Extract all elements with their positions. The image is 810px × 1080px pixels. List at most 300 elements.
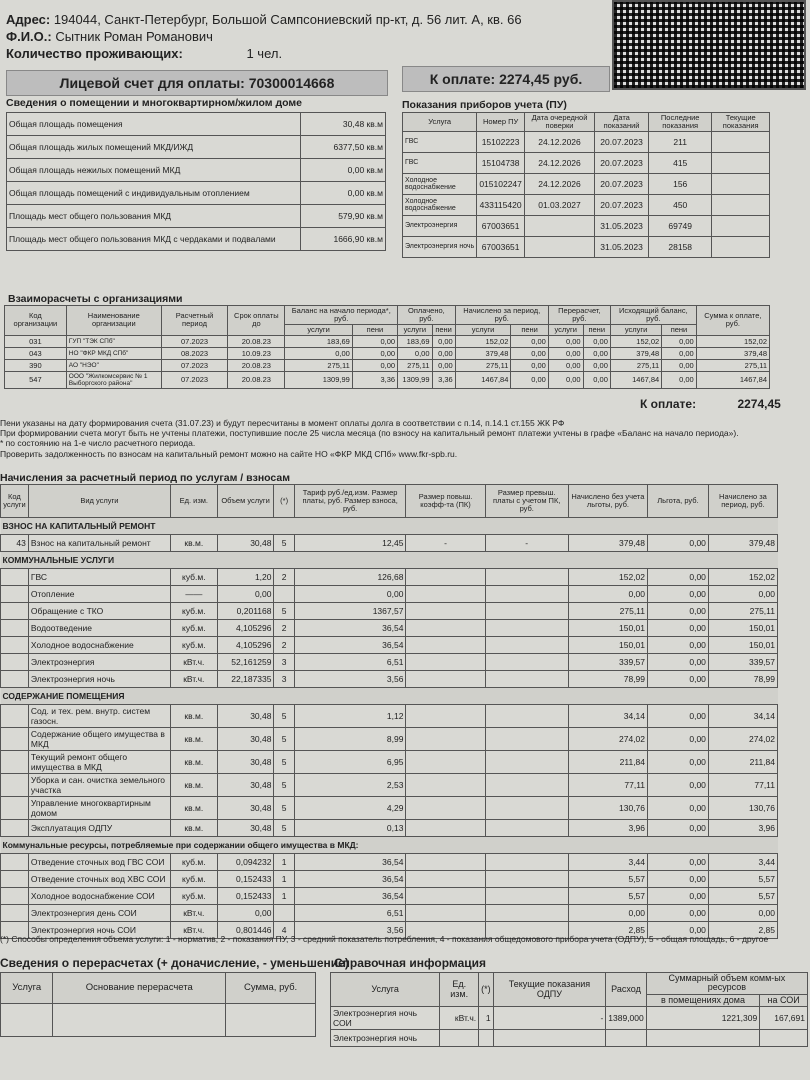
address-value: 194044, Санкт-Петербург, Большой Сампсониевский пр-кт, д. 56 лит. А, кв. 66 [53,12,522,27]
charges-cell: Содержание общего имущества в МКД [28,728,170,751]
charges-cell: 339,57 [708,654,777,671]
charges-cell [485,569,568,586]
charges-cell: 275,11 [708,603,777,620]
charges-cell: 0,00 [648,728,709,751]
settle-header: Срок оплаты до [228,306,285,336]
settle-cell: 0,00 [548,371,583,388]
charges-cell: Обращение с ТКО [28,603,170,620]
settle-cell: 0,00 [662,335,696,347]
charges-cell: 0,152433 [217,871,274,888]
charges-cell: 12,45 [294,535,406,552]
charges-cell: 22,187335 [217,671,274,688]
charges-cell: Отопление [28,586,170,603]
charges-cell [485,705,568,728]
settle-cell: 07.2023 [161,359,227,371]
charges-cell: 30,48 [217,728,274,751]
charges-cell: 0,00 [708,586,777,603]
ref-cell: 1 [479,1007,494,1030]
charges-cell [1,637,29,654]
charges-cell [485,854,568,871]
charges-cell: Взнос на капитальный ремонт [28,535,170,552]
charges-cell: 130,76 [568,797,647,820]
charges-cell: 126,68 [294,569,406,586]
charges-cell: куб.м. [170,603,217,620]
charges-cell [485,820,568,837]
charges-cell: 4 [274,922,294,939]
charges-header: Размер повыш. коэфф-та (ПК) [406,485,485,518]
charges-cell [406,751,485,774]
charges-cell: куб.м. [170,888,217,905]
settlements-total-value: 2274,45 [737,397,781,411]
meters-cell: 69749 [648,215,711,236]
meters-cell [712,236,770,257]
pay-band [402,66,610,92]
account-label: Лицевой счет для оплаты: [59,75,245,91]
charges-cell: 43 [1,535,29,552]
fio-line [6,29,213,44]
charges-cell [274,905,294,922]
settle-cell: 3,36 [432,371,455,388]
charges-row [1,603,778,620]
charges-cell [1,586,29,603]
settle-row [5,335,770,347]
charges-cell [406,705,485,728]
premises-row [7,182,386,205]
settle-header: Начислено за период, руб. [455,306,548,325]
charges-cell [1,728,29,751]
settle-subheader: услуги [455,324,511,335]
charges-cell: 36,54 [294,637,406,654]
meters-cell: 31.05.2023 [595,215,649,236]
ref-cell [440,1030,479,1047]
settle-cell: 0,00 [432,359,455,371]
charges-header: Объем услуги [217,485,274,518]
charges-cell: 3 [274,654,294,671]
charges-cell [485,797,568,820]
charges-cell: 3 [274,671,294,688]
meters-cell: 15104738 [477,152,525,173]
charges-row [1,871,778,888]
charges-cell: 150,01 [568,620,647,637]
meters-cell: 15102223 [477,131,525,152]
ref-cell: - [493,1007,606,1030]
charges-cell [1,888,29,905]
meters-cell: 67003651 [477,236,525,257]
charges-section-row [1,552,778,569]
settle-cell: 379,48 [696,347,769,359]
charges-section-title: КОММУНАЛЬНЫЕ УСЛУГИ [1,552,778,569]
premises-label: Общая площадь помещения [7,113,301,136]
charges-cell: 36,54 [294,854,406,871]
meters-cell: 01.03.2027 [524,194,594,215]
charges-section-title: ВЗНОС НА КАПИТАЛЬНЫЙ РЕМОНТ [1,518,778,535]
settle-row [5,371,770,388]
charges-cell: 150,01 [708,637,777,654]
settle-cell: 0,00 [662,347,696,359]
charges-cell: 52,161259 [217,654,274,671]
charges-section-row [1,837,778,854]
settle-cell: 0,00 [352,347,397,359]
charges-cell [1,603,29,620]
charges-cell: кв.м. [170,751,217,774]
charges-header: Ед. изм. [170,485,217,518]
charges-cell [406,569,485,586]
meters-row [403,236,770,257]
charges-cell [1,797,29,820]
charges-cell: 5 [274,728,294,751]
charges-cell: 5,57 [568,871,647,888]
settle-subheader: услуги [398,324,432,335]
settle-cell: 0,00 [548,335,583,347]
charges-row [1,774,778,797]
account-number: 70300014668 [248,75,335,91]
charges-cell [1,905,29,922]
charges-cell: 0,00 [648,569,709,586]
charges-cell: - [406,535,485,552]
charges-cell: 0,00 [568,586,647,603]
charges-cell: 34,14 [568,705,647,728]
settle-cell: 08.2023 [161,347,227,359]
recalc-header: Услуга [1,973,53,1004]
charges-cell [485,905,568,922]
charges-cell: 8,99 [294,728,406,751]
charges-header: Тариф руб./ед.изм. Размер платы, руб. Размер взноса, руб. [294,485,406,518]
charges-cell: ГВС [28,569,170,586]
settle-header: Баланс на начало периода*, руб. [285,306,398,325]
charges-cell: 150,01 [568,637,647,654]
charges-row [1,654,778,671]
residents-label: Количество проживающих: [6,46,183,61]
charges-cell [1,751,29,774]
ref-header: Услуга [331,973,440,1007]
charges-cell: 36,54 [294,620,406,637]
charges-cell: куб.м. [170,854,217,871]
charges-row [1,535,778,552]
charges-section-title: СОДЕРЖАНИЕ ПОМЕЩЕНИЯ [1,688,778,705]
ref-header: (*) [479,973,494,1007]
charges-cell: 78,99 [708,671,777,688]
charges-cell: 0,00 [648,637,709,654]
settle-cell: 152,02 [610,335,661,347]
settle-subheader: услуги [285,324,352,335]
charges-cell: 30,48 [217,705,274,728]
charges-cell: 0,00 [217,905,274,922]
settle-cell: 0,00 [583,335,610,347]
meters-cell: 015102247 [477,173,525,194]
ref-cell: 167,691 [760,1007,808,1030]
charges-cell: 3,56 [294,671,406,688]
recalc-title: Сведения о перерасчетах (+ доначисление, - уменьшение) [0,956,349,970]
settle-subheader: услуги [548,324,583,335]
charges-cell [1,671,29,688]
settle-cell: 1467,84 [696,371,769,388]
charges-cell: 152,02 [568,569,647,586]
settle-cell: 275,11 [610,359,661,371]
premises-label: Общая площадь нежилых помещений МКД [7,159,301,182]
charges-cell: кВт.ч. [170,671,217,688]
charges-cell: 4,29 [294,797,406,820]
charges-cell: 5,57 [708,871,777,888]
meters-row [403,152,770,173]
charges-cell: Отведение сточных вод ГВС СОИ [28,854,170,871]
charges-cell: 275,11 [568,603,647,620]
note-line: Пени указаны на дату формирования счета (31.07.23) и будут пересчитаны в момент оплаты долга в соответствии с п.14, п.14.1 ст.155 ЖК РФ [0,418,565,428]
meters-cell: Электроэнергия ночь [403,236,477,257]
settle-cell: 1467,84 [610,371,661,388]
settle-cell: 0,00 [285,347,352,359]
charges-cell: Водоотведение [28,620,170,637]
ref-subheader: в помещениях дома [646,994,759,1006]
settle-cell: 0,00 [398,347,432,359]
charges-cell [406,774,485,797]
charges-cell: 0,152433 [217,888,274,905]
charges-cell: 36,54 [294,871,406,888]
charges-cell: 5 [274,535,294,552]
charges-cell: 1 [274,871,294,888]
meters-cell: 28158 [648,236,711,257]
charges-cell: 0,00 [648,905,709,922]
premises-value: 6377,50 кв.м [301,136,386,159]
settle-subheader: пени [432,324,455,335]
charges-cell [406,603,485,620]
charges-row [1,637,778,654]
meters-cell [524,215,594,236]
settle-header: Сумма к оплате, руб. [696,306,769,336]
ref-header: Расход [606,973,646,1007]
charges-row [1,905,778,922]
charges-row [1,820,778,837]
charges-table [0,484,778,939]
charges-cell: 0,00 [648,654,709,671]
meters-header: Дата очередной поверки [524,113,594,132]
meters-row [403,215,770,236]
charges-cell: кВт.ч. [170,922,217,939]
premises-label: Площадь мест общего пользования МКД с чердаками и подвалами [7,228,301,251]
charges-cell: 5 [274,797,294,820]
premises-row [7,136,386,159]
settle-cell: 10.09.23 [228,347,285,359]
pay-label: К оплате: [429,71,496,87]
settle-subheader: пени [352,324,397,335]
meters-cell [524,236,594,257]
charges-cell: 36,54 [294,888,406,905]
settle-cell: 0,00 [548,347,583,359]
charges-cell [406,871,485,888]
charges-cell: 3,56 [294,922,406,939]
charges-cell: Электроэнергия ночь [28,671,170,688]
settle-cell: 390 [5,359,67,371]
ref-header-row [331,973,808,995]
settle-header: Наименование организации [66,306,161,336]
charges-cell: 30,48 [217,535,274,552]
settle-header: Исходящий баланс, руб. [610,306,696,325]
charges-cell [485,671,568,688]
charges-cell [485,620,568,637]
charges-cell [485,871,568,888]
settle-cell: 1309,99 [285,371,352,388]
settle-cell: 20.08.23 [228,371,285,388]
charges-section-row [1,518,778,535]
meters-cell: 156 [648,173,711,194]
charges-cell: 0,00 [568,905,647,922]
reference-table [330,972,808,1047]
premises-value: 0,00 кв.м [301,182,386,205]
premises-label: Площадь мест общего пользования МКД [7,205,301,228]
charges-cell: 5 [274,705,294,728]
charges-cell: 0,00 [708,905,777,922]
premises-row [7,159,386,182]
settlements-table [4,305,770,389]
charges-cell: 30,48 [217,751,274,774]
charges-row [1,797,778,820]
note-line: Проверить задолженность по взносам на капитальный ремонт можно на сайте НО «ФКР МКД СПб» www.fkr-spb.ru. [0,448,458,459]
meters-cell [712,131,770,152]
charges-cell: 1 [274,888,294,905]
settle-cell: 20.08.23 [228,359,285,371]
charges-cell: Управление многоквартирным домом [28,797,170,820]
meters-cell: 67003651 [477,215,525,236]
settle-cell: ООО "Жилкомсервис № 1 Выборгского района" [66,371,161,388]
settlements-total [640,397,781,411]
charges-cell: 2 [274,637,294,654]
charges-cell: 0,00 [648,871,709,888]
settle-cell: 183,69 [285,335,352,347]
meters-cell: 20.07.2023 [595,173,649,194]
ref-cell: Электроэнергия ночь [331,1030,440,1047]
charges-title: Начисления за расчетный период по услугам / взносам [0,472,291,484]
settle-cell: 0,00 [583,359,610,371]
charges-cell [406,654,485,671]
charges-cell: 211,84 [568,751,647,774]
charges-header: Размер превыш. платы с учетом ПК, руб. [485,485,568,518]
settlements-total-label: К оплате: [640,397,697,411]
settle-cell: 0,00 [432,335,455,347]
charges-cell: 5 [274,751,294,774]
charges-cell: кв.м. [170,797,217,820]
settle-header: Оплачено, руб. [398,306,456,325]
charges-header: Вид услуги [28,485,170,518]
ref-cell: 1389,000 [606,1007,646,1030]
ref-header: Суммарный объем комм-ых ресурсов [646,973,807,995]
charges-cell: кв.м. [170,728,217,751]
settlements-title: Взаиморасчеты с организациями [8,293,183,305]
charges-cell: 0,00 [217,586,274,603]
charges-cell: 77,11 [568,774,647,797]
meters-table [402,112,770,258]
charges-row [1,705,778,728]
meters-cell: ГВС [403,131,477,152]
charges-cell [1,654,29,671]
charges-cell [1,774,29,797]
charges-cell: Холодное водоснабжение СОИ [28,888,170,905]
charges-cell: 0,13 [294,820,406,837]
charges-cell: 6,95 [294,751,406,774]
ref-cell [479,1030,494,1047]
charges-cell: 2,85 [708,922,777,939]
fio-label: Ф.И.О.: [6,29,52,44]
settle-cell: 0,00 [662,359,696,371]
meters-header: Дата показаний [595,113,649,132]
settle-cell: 1309,99 [398,371,432,388]
charges-cell: 5 [274,603,294,620]
meters-header: Текущие показания [712,113,770,132]
settle-cell: 043 [5,347,67,359]
meters-cell: 24.12.2026 [524,131,594,152]
charges-cell [406,888,485,905]
charges-cell: 150,01 [708,620,777,637]
charges-cell [485,728,568,751]
meters-cell: Электроэнергия [403,215,477,236]
settle-cell: 379,48 [610,347,661,359]
charges-cell: 30,48 [217,797,274,820]
settle-cell: 0,00 [583,347,610,359]
charges-cell [1,820,29,837]
settle-cell: 0,00 [432,347,455,359]
charges-cell: 2 [274,569,294,586]
charges-cell: 0,00 [294,586,406,603]
settle-cell: 152,02 [696,335,769,347]
charges-cell [406,905,485,922]
charges-cell [1,871,29,888]
charges-cell: Электроэнергия ночь СОИ [28,922,170,939]
meters-cell: 450 [648,194,711,215]
charges-cell: 30,48 [217,820,274,837]
recalc-table [0,972,316,1037]
charges-cell: Уборка и сан. очистка земельного участка [28,774,170,797]
charges-cell: 34,14 [708,705,777,728]
charges-cell: 78,99 [568,671,647,688]
charges-cell: 5,57 [708,888,777,905]
premises-row [7,113,386,136]
ref-header: Ед. изм. [440,973,479,1007]
ref-row [331,1030,808,1047]
settle-subheader: пени [662,324,696,335]
settle-cell: 0,00 [583,371,610,388]
charges-cell: 1367,57 [294,603,406,620]
charges-cell [406,797,485,820]
meters-cell: ГВС [403,152,477,173]
charges-cell [406,854,485,871]
charges-footnote: (*) Способы определения объема услуги: 1 - норматив, 2 - показания ПУ, 3 - средний показатель потребления, 4 - показания общедомового прибора учета (ОДПУ), 5 - общая площадь, 6 - другое [0,934,769,944]
charges-cell [406,637,485,654]
meters-row [403,131,770,152]
settle-cell: АО "НЭО" [66,359,161,371]
charges-cell: 130,76 [708,797,777,820]
settle-cell: 20.08.23 [228,335,285,347]
settle-cell: 031 [5,335,67,347]
charges-cell: 0,00 [648,535,709,552]
settle-row [5,347,770,359]
ref-cell: 1221,309 [646,1007,759,1030]
settle-cell: 0,00 [352,359,397,371]
charges-cell [485,654,568,671]
recalc-header: Сумма, руб. [226,973,316,1004]
charges-cell: 1,20 [217,569,274,586]
meters-header: Последние показания [648,113,711,132]
settle-header: Перерасчет, руб. [548,306,610,325]
settle-cell: НО "ФКР МКД СПб" [66,347,161,359]
settle-cell: 3,36 [352,371,397,388]
ref-header: Текущие показания ОДПУ [493,973,606,1007]
charges-header: Начислено за период, руб. [708,485,777,518]
charges-cell: 4,105296 [217,637,274,654]
charges-cell: 274,02 [568,728,647,751]
charges-cell: Отведение сточных вод ХВС СОИ [28,871,170,888]
charges-header: Код услуги [1,485,29,518]
ref-cell: кВт.ч. [440,1007,479,1030]
meters-title: Показания приборов учета (ПУ) [402,99,567,111]
pay-amount: 2274,45 руб. [499,71,583,87]
